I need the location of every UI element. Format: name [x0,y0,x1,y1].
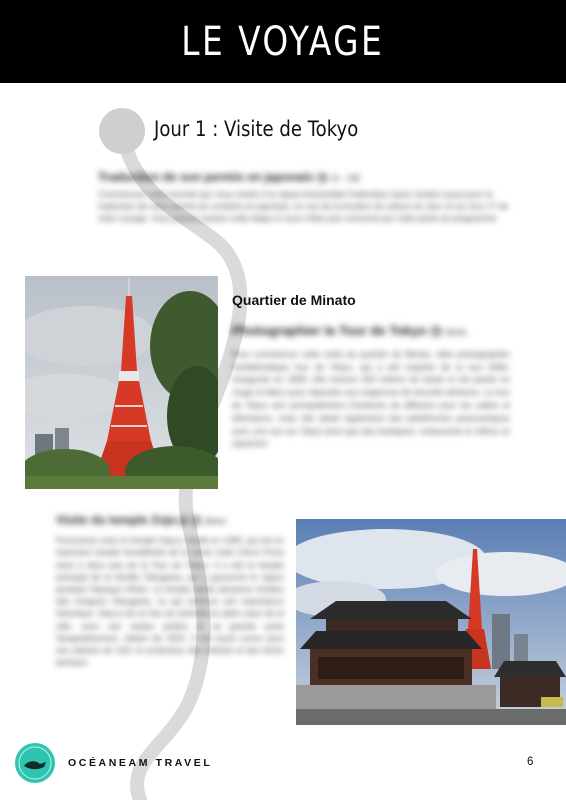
section-zojoji [56,514,284,668]
tokyo-tower-photo [25,276,218,489]
clock-icon: ◷ [316,170,328,184]
day-title: Jour 1 : Visite de Tokyo [154,117,359,141]
day-marker-dot [99,108,145,154]
section-translation-heading: Traduction de son permis en japonais ◷ 1h - 10€ [98,170,360,184]
clock-icon: ◷ [190,513,201,527]
header-title: LE VOYAGE [181,18,385,65]
section-translation-body: Commencez votre journée par vous rendre à la Japan Automobile Federation (sans rendez-vous) pour la traduction de votre permis de conduire en japonais, en vue de la location de voiture du Jour 15 au Jour 17 de votre voyage. Vous pouvez passer cette étape si vous n'êtes pas concerné par cette partie du programme. [98,189,509,223]
section-tokyo-tower [232,325,510,450]
page-number: 6 [527,756,534,768]
section-tokyo-tower-heading: Photographier la Tour de Tokyo ◷ 30min [232,323,467,338]
section-zojoji-body: Poursuivez avec le temple Zojo-ji, fondé en 1393, qui est un important temple bouddhiste de la secte Jodo (Terre Pure) situé à deux pas de la Tour de Tokyo. Il a été le temple principal de la famille Tokugawa, qui a gouverné le Japon pendant l'époque d'Edo. Le temple abrite plusieurs tombes des shoguns Tokugawa, ce qui renforce son importance historique. Zojo-ji est un lieu de sérénité en plein cœur de la ville, avec ses vastes jardins et sa grande porte Sangedatsumon, datant de 1622. Il est aussi connu pour ses statues de Jizô, le protecteur des enfants et des âmes perdues. [56,535,284,668]
section-title-minato: Quartier de Minato [232,292,356,308]
section-translation [98,171,510,224]
brand-name: OCÉANEAM TRAVEL [68,757,213,769]
page-header [0,0,566,83]
zojoji-temple-photo [296,519,566,725]
clock-icon: ◷ [430,323,442,338]
section-zojoji-heading: Visite du temple Zojo-ji ◷ 30min [56,513,227,527]
oceaneam-logo [14,742,56,784]
section-tokyo-tower-body: Pour commencer cette visite du quartier de Minato, allez photographier l'emblématique tour de Tokyo, qui a été inspirée de la tour Eiffel. Inaugurée en 1958, elle mesure 333 mètres de haute et est peinte en rouge et blanc pour répondre aux exigences de sécurité aérienne. La tour de Tokyo sert principalement d'antenne de diffusion pour les radios et télévisions, mais elle abrite également des plateformes panoramiques avec une vue sur Tokyo ainsi que des boutiques, restaurants et même un aquarium. [232,348,510,449]
